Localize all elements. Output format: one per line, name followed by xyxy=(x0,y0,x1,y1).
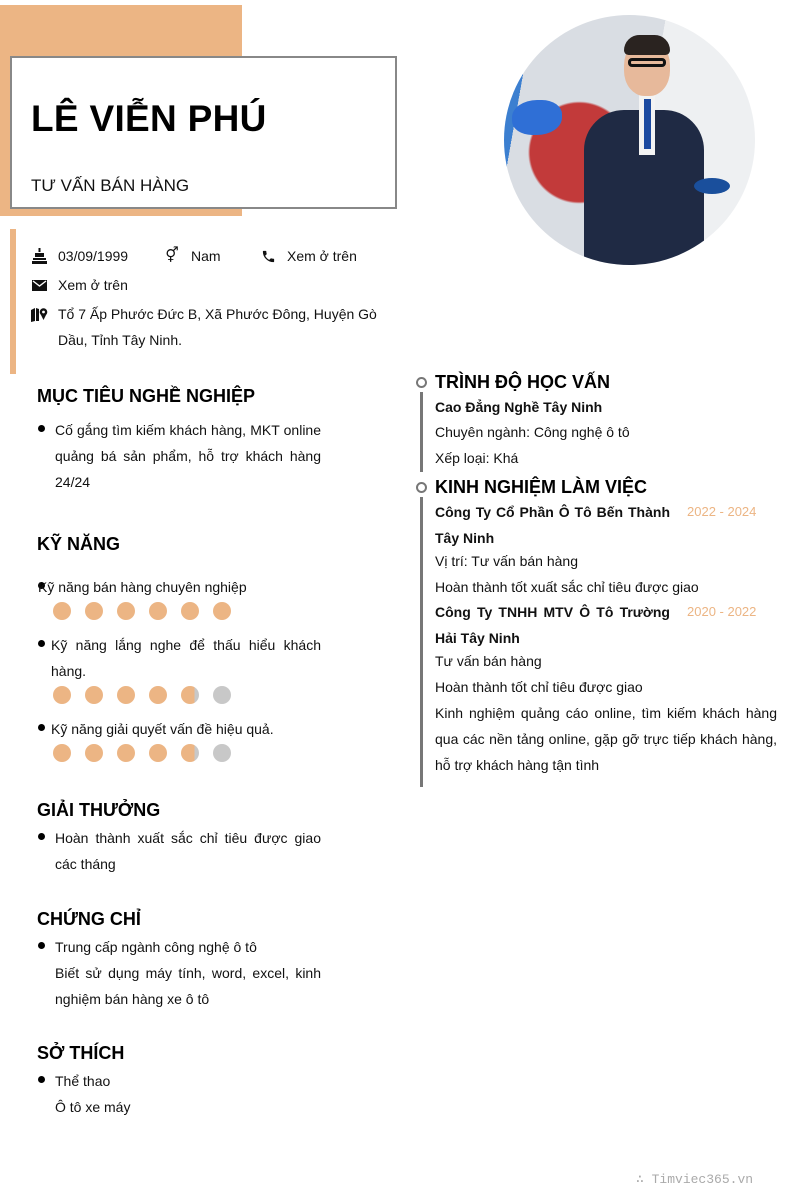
job-company: Công Ty TNHH MTV Ô Tô Trường Hải Tây Ninh xyxy=(435,604,670,646)
job-line: Hoàn thành tốt chỉ tiêu được giao xyxy=(435,679,643,695)
contact-phone xyxy=(259,243,357,269)
email-value: Xem ở trên xyxy=(58,277,128,293)
awards-title: GIẢI THƯỞNG xyxy=(37,800,161,820)
rating-dot-filled xyxy=(213,602,231,620)
timeline-line xyxy=(420,392,423,472)
gender-value: Nam xyxy=(191,248,221,264)
objective-title: MỤC TIÊU NGHỀ NGHIỆP xyxy=(37,386,256,406)
experience-title: KINH NGHIỆM LÀM VIỆC xyxy=(435,477,648,497)
hobby-line: Thể thao xyxy=(55,1073,111,1089)
job-company: Công Ty Cổ Phần Ô Tô Bến Thành Tây Ninh xyxy=(435,504,670,546)
skill-name: Kỹ năng bán hàng chuyên nghiệp xyxy=(38,579,247,595)
hobby-line: Ô tô xe máy xyxy=(55,1099,131,1115)
rating-dot-filled xyxy=(117,744,135,762)
tie-decor xyxy=(644,99,651,149)
job-years: 2020 - 2022 xyxy=(687,604,757,619)
avatar xyxy=(504,15,755,265)
rating-dot-filled xyxy=(181,602,199,620)
candidate-name: LÊ VIỄN PHÚ xyxy=(31,98,267,139)
rating-dot-filled xyxy=(53,686,71,704)
timeline-node-icon xyxy=(416,377,427,388)
rating-dot-filled xyxy=(149,744,167,762)
phone-icon xyxy=(259,243,277,269)
job-title: TƯ VẤN BÁN HÀNG xyxy=(31,176,190,195)
rating-dot-filled xyxy=(149,686,167,704)
ford-logo-decor xyxy=(694,178,730,194)
hair-decor xyxy=(624,35,670,55)
skill-name: Kỹ năng giải quyết vấn đề hiệu quả. xyxy=(51,721,274,737)
bullet-icon xyxy=(38,833,45,840)
contact-email xyxy=(30,272,128,298)
rating-dot-filled xyxy=(85,744,103,762)
ribbon-bow-decor xyxy=(512,100,562,135)
rating-dot-filled xyxy=(85,686,103,704)
education-major: Chuyên ngành: Công nghệ ô tô xyxy=(435,424,630,440)
education-grade: Xếp loại: Khá xyxy=(435,450,519,466)
bullet-icon xyxy=(38,640,45,647)
contact-address xyxy=(30,301,378,353)
job-line: Kinh nghiệm quảng cáo online, tìm kiếm khách hàng qua các nền tảng online, gặp gỡ trực tiếp khách hàng, hỗ trợ khách hàng tận tình xyxy=(435,705,777,773)
envelope-icon xyxy=(30,272,48,298)
skills-title: KỸ NĂNG xyxy=(37,534,121,554)
education-title: TRÌNH ĐỘ HỌC VẤN xyxy=(435,372,610,392)
job-line: Vị trí: Tư vấn bán hàng xyxy=(435,553,578,569)
phone-value: Xem ở trên xyxy=(287,248,357,264)
contact-info xyxy=(10,229,390,374)
hobbies-title: SỞ THÍCH xyxy=(37,1043,125,1063)
skill-rating-3 xyxy=(53,744,231,762)
bullet-icon xyxy=(38,425,45,432)
watermark: ∴ Timviec365.vn xyxy=(636,1172,754,1187)
glasses-decor xyxy=(628,58,666,67)
rating-dot-empty xyxy=(213,744,231,762)
certificate-line: Biết sử dụng máy tính, word, excel, kinh nghiệm bán hàng xe ô tô xyxy=(55,965,321,1007)
rating-dot-filled xyxy=(53,744,71,762)
skill-name: Kỹ năng lắng nghe để thấu hiểu khách hàng. xyxy=(51,637,321,679)
bullet-icon xyxy=(38,724,45,731)
job-line: Hoàn thành tốt xuất sắc chỉ tiêu được giao xyxy=(435,579,699,595)
contact-birthday xyxy=(30,243,128,269)
contact-gender xyxy=(163,243,221,269)
rating-dot-empty xyxy=(213,686,231,704)
job-years: 2022 - 2024 xyxy=(687,504,757,519)
name-box xyxy=(10,56,397,209)
rating-dot-partial xyxy=(181,744,199,762)
bullet-icon xyxy=(38,942,45,949)
bullet-icon xyxy=(38,1076,45,1083)
timeline-line xyxy=(420,497,423,787)
rating-dot-filled xyxy=(117,602,135,620)
rating-dot-partial xyxy=(181,686,199,704)
job-line: Tư vấn bán hàng xyxy=(435,653,542,669)
address-value: Tổ 7 Ấp Phước Đức B, Xã Phước Đông, Huyện Gò Dầu, Tỉnh Tây Ninh. xyxy=(58,306,377,348)
map-marker-icon xyxy=(30,301,48,327)
birthday-value: 03/09/1999 xyxy=(58,248,129,264)
education-school: Cao Đẳng Nghề Tây Ninh xyxy=(435,399,603,415)
certificates-title: CHỨNG CHỈ xyxy=(37,909,141,929)
certificate-line: Trung cấp ngành công nghệ ô tô xyxy=(55,939,257,955)
birthday-cake-icon xyxy=(30,243,48,269)
gender-icon: ⚥ xyxy=(165,247,179,264)
timeline-node-icon xyxy=(416,482,427,493)
skill-rating-1 xyxy=(53,602,231,620)
rating-dot-filled xyxy=(117,686,135,704)
objective-text: Cố gắng tìm kiếm khách hàng, MKT online quảng bá sản phẩm, hỗ trợ khách hàng 24/24 xyxy=(55,422,321,490)
rating-dot-filled xyxy=(53,602,71,620)
rating-dot-filled xyxy=(85,602,103,620)
rating-dot-filled xyxy=(149,602,167,620)
awards-text: Hoàn thành xuất sắc chỉ tiêu được giao các tháng xyxy=(55,830,321,872)
skill-rating-2 xyxy=(53,686,231,704)
